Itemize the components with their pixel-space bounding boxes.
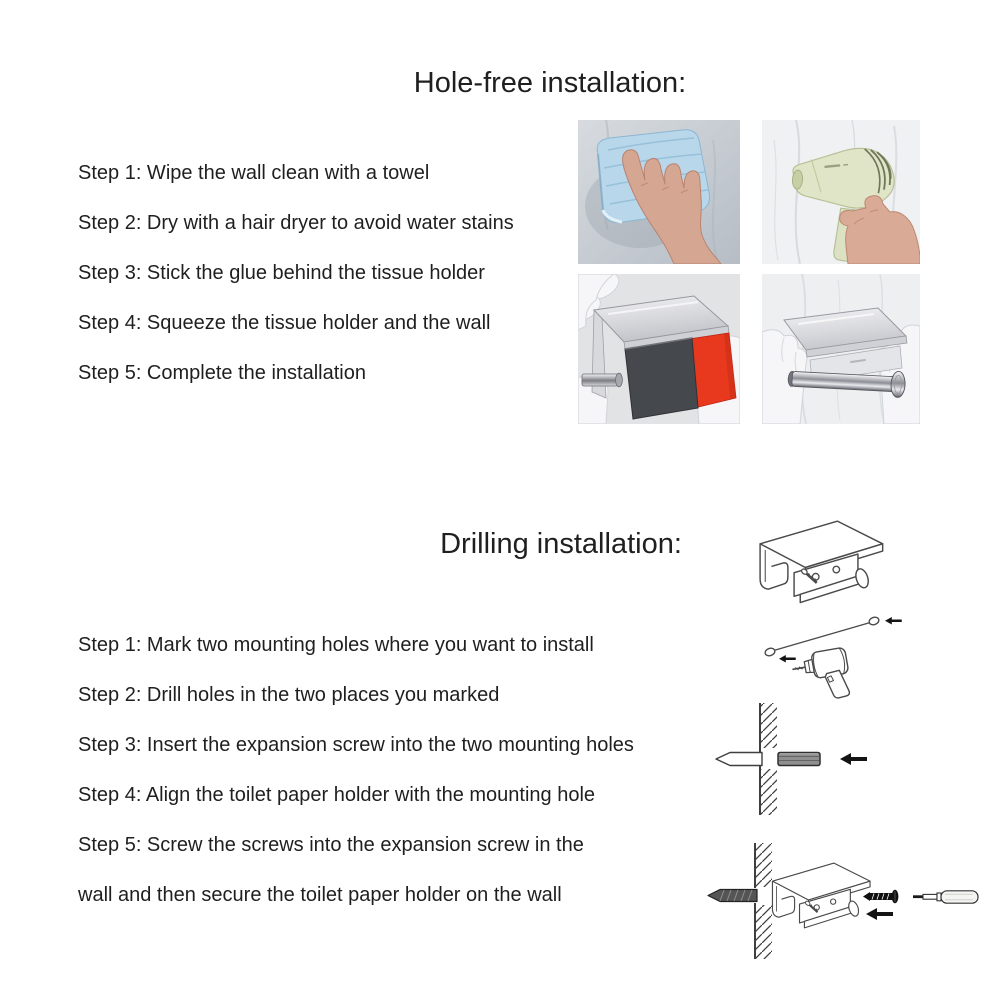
step-line: Step 1: Mark two mounting holes where you want to install <box>78 634 594 656</box>
step-line: Step 3: Insert the expansion screw into the two mounting holes <box>78 734 634 756</box>
press-holder-to-wall-photo <box>762 274 920 424</box>
drilling-title: Drilling installation: <box>440 528 682 560</box>
step-line: Step 4: Align the toilet paper holder with the mounting hole <box>78 784 596 806</box>
mount-holder-with-screwdriver-drawing <box>690 835 995 970</box>
step-line: Step 2: Drill holes in the two places you marked <box>78 684 500 706</box>
mark-holes-and-drill-drawing <box>735 612 910 707</box>
hole-free-steps <box>78 148 514 398</box>
wipe-wall-with-towel-photo <box>578 120 740 264</box>
step-line: wall and then secure the toilet paper holder on the wall <box>78 884 562 906</box>
step-line: Step 3: Stick the glue behind the tissue holder <box>78 262 485 284</box>
paper-holder-line-drawing <box>753 513 888 613</box>
step-line: Step 4: Squeeze the tissue holder and the wall <box>78 312 491 334</box>
step-line: Step 5: Screw the screws into the expansion screw in the <box>78 834 584 856</box>
hair-dryer-photo <box>762 120 920 264</box>
step-line: Step 5: Complete the installation <box>78 362 366 384</box>
step-line: Step 2: Dry with a hair dryer to avoid water stains <box>78 212 514 234</box>
hole-free-title: Hole-free installation: <box>413 67 687 99</box>
glue-behind-holder-photo <box>578 274 740 424</box>
step-line: Step 1: Wipe the wall clean with a towel <box>78 162 430 184</box>
drilling-steps <box>78 620 634 920</box>
wall-expansion-screw-drawing <box>700 695 880 825</box>
